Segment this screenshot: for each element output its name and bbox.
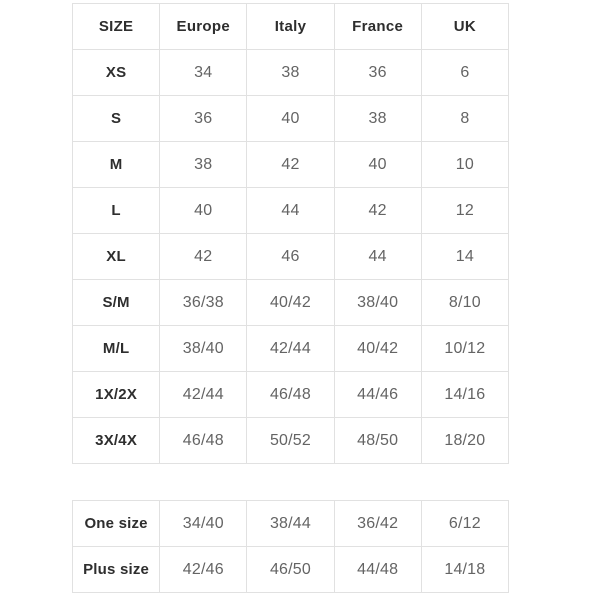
italy-value: 42: [247, 142, 334, 188]
table-row: [73, 501, 509, 547]
column-header-italy: Italy: [247, 4, 334, 50]
uk-value: 14/16: [421, 372, 508, 418]
europe-value: 38/40: [160, 326, 247, 372]
size-label: S: [73, 96, 160, 142]
italy-value: 44: [247, 188, 334, 234]
italy-value: 42/44: [247, 326, 334, 372]
table-header-row: [73, 4, 509, 50]
france-value: 44/46: [334, 372, 421, 418]
size-label: M/L: [73, 326, 160, 372]
europe-value: 40: [160, 188, 247, 234]
uk-value: 14: [421, 234, 508, 280]
table-row: [73, 418, 509, 464]
italy-value: 38: [247, 50, 334, 96]
table-row: [73, 326, 509, 372]
table-row: [73, 96, 509, 142]
table-row: [73, 547, 509, 593]
size-label: 3X/4X: [73, 418, 160, 464]
table-row: [73, 142, 509, 188]
italy-value: 40/42: [247, 280, 334, 326]
france-value: 40: [334, 142, 421, 188]
italy-value: 46: [247, 234, 334, 280]
france-value: 38: [334, 96, 421, 142]
column-header-size: SIZE: [73, 4, 160, 50]
uk-value: 6: [421, 50, 508, 96]
column-header-france: France: [334, 4, 421, 50]
size-label: XL: [73, 234, 160, 280]
europe-value: 36: [160, 96, 247, 142]
size-label: M: [73, 142, 160, 188]
table-row: [73, 188, 509, 234]
france-value: 36/42: [334, 501, 421, 547]
italy-value: 40: [247, 96, 334, 142]
italy-value: 38/44: [247, 501, 334, 547]
italy-value: 46/50: [247, 547, 334, 593]
france-value: 42: [334, 188, 421, 234]
size-label: Plus size: [73, 547, 160, 593]
table-row: [73, 50, 509, 96]
uk-value: 8: [421, 96, 508, 142]
europe-value: 42/46: [160, 547, 247, 593]
europe-value: 34: [160, 50, 247, 96]
size-label: S/M: [73, 280, 160, 326]
table-row: [73, 280, 509, 326]
europe-value: 38: [160, 142, 247, 188]
uk-value: 12: [421, 188, 508, 234]
column-header-uk: UK: [421, 4, 508, 50]
italy-value: 46/48: [247, 372, 334, 418]
france-value: 36: [334, 50, 421, 96]
europe-value: 42: [160, 234, 247, 280]
france-value: 48/50: [334, 418, 421, 464]
table-row: [73, 234, 509, 280]
france-value: 38/40: [334, 280, 421, 326]
uk-value: 18/20: [421, 418, 508, 464]
size-label: L: [73, 188, 160, 234]
special-sizes-table: [72, 500, 509, 593]
europe-value: 46/48: [160, 418, 247, 464]
france-value: 44: [334, 234, 421, 280]
uk-value: 6/12: [421, 501, 508, 547]
size-label: 1X/2X: [73, 372, 160, 418]
europe-value: 42/44: [160, 372, 247, 418]
table-row: [73, 372, 509, 418]
europe-value: 34/40: [160, 501, 247, 547]
size-label: One size: [73, 501, 160, 547]
column-header-europe: Europe: [160, 4, 247, 50]
uk-value: 10: [421, 142, 508, 188]
france-value: 44/48: [334, 547, 421, 593]
europe-value: 36/38: [160, 280, 247, 326]
uk-value: 8/10: [421, 280, 508, 326]
uk-value: 10/12: [421, 326, 508, 372]
size-label: XS: [73, 50, 160, 96]
italy-value: 50/52: [247, 418, 334, 464]
size-conversion-table: [72, 3, 509, 464]
uk-value: 14/18: [421, 547, 508, 593]
france-value: 40/42: [334, 326, 421, 372]
